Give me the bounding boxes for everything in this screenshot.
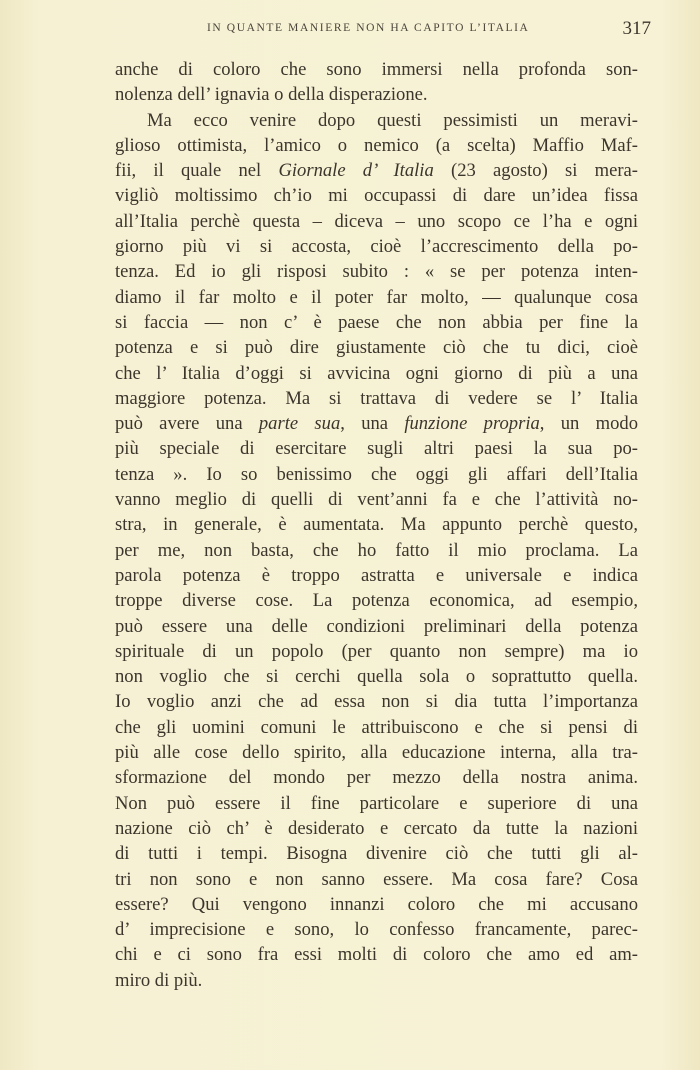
text-line <box>115 436 638 461</box>
text-line <box>115 512 638 537</box>
line-text: d’ imprecisione e sono, lo confesso francamente, parec- <box>115 919 638 941</box>
text-line <box>115 639 638 664</box>
text-line <box>115 209 638 234</box>
text-line <box>115 386 638 411</box>
text-line <box>115 588 638 613</box>
line-text: , una <box>340 413 405 435</box>
line-text: (23 agosto) si mera- <box>433 160 638 182</box>
text-line <box>115 765 638 790</box>
line-text: miro di più. <box>115 969 203 991</box>
text-line <box>115 487 638 512</box>
line-text: più speciale di esercitare sugli altri paesi la sua po- <box>115 438 638 460</box>
line-text: vanno meglio di quelli di vent’anni fa e che l’attività no- <box>115 489 638 511</box>
line-text: , un modo <box>539 413 638 435</box>
line-text: all’Italia perchè questa – diceva – uno scopo ce l’ha e ogni <box>115 210 638 232</box>
text-line <box>115 310 638 335</box>
line-text: può avere una <box>115 413 259 435</box>
text-line <box>115 57 638 82</box>
text-line <box>115 715 638 740</box>
line-text: può essere una delle condizioni preliminari della potenza <box>115 615 638 637</box>
line-text: vigliò moltissimo ch’io mi occupassi di dare un’idea fissa <box>115 185 638 207</box>
text-line <box>115 664 638 689</box>
text-line <box>115 841 638 866</box>
line-text: per me, non basta, che ho fatto il mio proclama. La <box>115 539 638 561</box>
text-line <box>115 563 638 588</box>
italic-title-text: parte sua <box>258 413 341 435</box>
text-line <box>115 259 638 284</box>
line-text: spirituale di un popolo (per quanto non sempre) ma io <box>115 640 638 662</box>
line-text: stra, in generale, è aumentata. Ma appunto perchè questo, <box>115 514 638 536</box>
line-text: Ma ecco venire dopo questi pessimisti un meravi- <box>147 109 638 131</box>
line-text: non voglio che si cerchi quella sola o soprattutto quella. <box>115 666 638 688</box>
text-line <box>115 689 638 714</box>
line-text: fii, il quale nel <box>115 160 279 182</box>
text-line <box>115 335 638 360</box>
text-line <box>115 462 638 487</box>
text-line <box>115 614 638 639</box>
text-line <box>115 133 638 158</box>
text-line <box>115 183 638 208</box>
text-line <box>115 942 638 967</box>
line-text: potenza e si può dire giustamente ciò che tu dici, cioè <box>115 337 638 359</box>
italic-title-text: Giornale d’ Italia <box>278 160 434 182</box>
text-line <box>115 285 638 310</box>
text-line <box>115 158 638 183</box>
text-line <box>115 740 638 765</box>
line-text: che l’ Italia d’oggi si avvicina ogni giorno di più a una <box>115 362 638 384</box>
line-text: tenza. Ed io gli risposi subito : « se per potenza inten- <box>115 261 638 283</box>
line-text: giorno più vi si accosta, cioè l’accrescimento della po- <box>115 236 638 258</box>
text-line <box>115 892 638 917</box>
line-text: si faccia — non c’ è paese che non abbia per fine la <box>115 311 638 333</box>
italic-title-text: funzione propria <box>404 413 540 435</box>
line-text: essere? Qui vengono innanzi coloro che mi accusano <box>115 893 638 915</box>
line-text: nolenza dell’ ignavia o della disperazione. <box>115 84 428 106</box>
line-text: glioso ottimista, l’amico o nemico (a scelta) Maffio Maf- <box>115 134 638 156</box>
line-text: maggiore potenza. Ma si trattava di vedere se l’ Italia <box>115 387 638 409</box>
line-text: Non può essere il fine particolare e superiore di una <box>115 792 638 814</box>
body-text <box>115 57 638 993</box>
line-text: più alle cose dello spirito, alla educazione interna, alla tra- <box>115 742 638 764</box>
text-line <box>115 538 638 563</box>
line-text: troppe diverse cose. La potenza economica, ad esempio, <box>115 590 638 612</box>
line-text: tenza ». Io so benissimo che oggi gli affari dell’Italia <box>115 463 638 485</box>
line-text: nazione ciò ch’ è desiderato e cercato da tutte la nazioni <box>115 817 638 839</box>
line-text: di tutti i tempi. Bisogna divenire ciò che tutti gli al- <box>115 843 638 865</box>
line-text: che gli uomini comuni le attribuiscono e che si pensi di <box>115 716 638 738</box>
text-line <box>115 867 638 892</box>
text-line <box>115 82 638 107</box>
line-text: anche di coloro che sono immersi nella profonda son- <box>115 59 638 80</box>
text-line <box>115 917 638 942</box>
text-line <box>115 411 638 436</box>
text-line <box>115 234 638 259</box>
line-text: tri non sono e non sanno essere. Ma cosa fare? Cosa <box>115 868 638 890</box>
text-line <box>115 968 638 993</box>
line-text: Io voglio anzi che ad essa non si dia tutta l’importanza <box>115 691 638 713</box>
text-line <box>115 791 638 816</box>
line-text: parola potenza è troppo astratta e universale e indica <box>115 564 638 586</box>
text-line <box>115 361 638 386</box>
line-text: sformazione del mondo per mezzo della nostra anima. <box>115 767 638 789</box>
line-text: diamo il far molto e il poter far molto, — qualunque cosa <box>115 286 638 308</box>
page-number: 317 <box>622 18 651 39</box>
running-title: IN QUANTE MANIERE NON HA CAPITO L’ITALIA <box>207 22 530 34</box>
line-text: chi e ci sono fra essi molti di coloro che amo ed am- <box>115 944 638 966</box>
text-line <box>115 108 638 133</box>
page-header <box>115 20 651 42</box>
text-line <box>115 816 638 841</box>
